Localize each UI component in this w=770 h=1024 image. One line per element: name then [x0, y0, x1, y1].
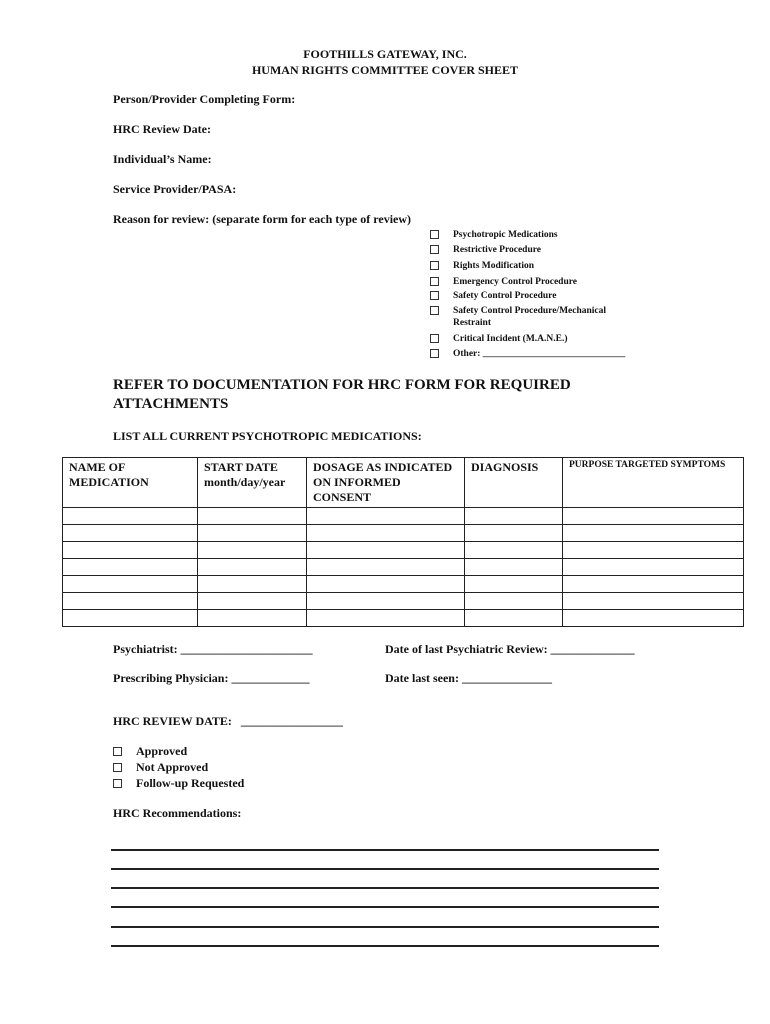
col-name-of-medication: NAME OF MEDICATION [63, 458, 198, 508]
table-cell[interactable] [465, 576, 563, 593]
table-header-row [63, 458, 744, 508]
checkbox-icon[interactable] [430, 245, 439, 254]
table-row [63, 542, 744, 559]
table-cell[interactable] [63, 559, 198, 576]
table-cell[interactable] [198, 559, 307, 576]
table-cell[interactable] [307, 559, 465, 576]
checkbox-icon[interactable] [430, 291, 439, 300]
hrc-review-date-field[interactable]: HRC REVIEW DATE: _________________ [113, 714, 343, 728]
recommendation-line[interactable] [111, 868, 659, 870]
recommendation-line[interactable] [111, 945, 659, 947]
reason-for-review-label: Reason for review: (separate form for each type of review) [113, 212, 412, 226]
checkbox-icon[interactable] [113, 747, 122, 756]
table-cell[interactable] [563, 576, 744, 593]
table-row [63, 576, 744, 593]
table-cell[interactable] [465, 542, 563, 559]
table-cell[interactable] [198, 576, 307, 593]
table-cell[interactable] [63, 593, 198, 610]
prescribing-physician-field[interactable]: Prescribing Physician: _____________ [113, 671, 310, 685]
recommendation-line[interactable] [111, 926, 659, 928]
table-cell[interactable] [465, 508, 563, 525]
checkbox-icon[interactable] [430, 230, 439, 239]
table-cell[interactable] [563, 542, 744, 559]
table-cell[interactable] [63, 610, 198, 627]
checkbox-icon[interactable] [430, 277, 439, 286]
table-row [63, 610, 744, 627]
table-cell[interactable] [63, 542, 198, 559]
checkbox-icon[interactable] [113, 763, 122, 772]
medications-table [62, 457, 744, 627]
person-provider-label: Person/Provider Completing Form: [113, 92, 296, 106]
table-cell[interactable] [307, 576, 465, 593]
recommendation-line[interactable] [111, 849, 659, 851]
checkbox-icon[interactable] [430, 261, 439, 270]
recommendation-line[interactable] [111, 906, 659, 908]
table-cell[interactable] [307, 508, 465, 525]
table-cell[interactable] [465, 610, 563, 627]
table-row [63, 508, 744, 525]
table-cell[interactable] [63, 525, 198, 542]
table-row [63, 559, 744, 576]
table-cell[interactable] [465, 525, 563, 542]
table-cell[interactable] [563, 525, 744, 542]
table-row [63, 593, 744, 610]
checkbox-icon[interactable] [430, 334, 439, 343]
individual-name-label: Individual’s Name: [113, 152, 212, 166]
col-diagnosis: DIAGNOSIS [465, 458, 563, 508]
psychiatrist-field[interactable]: Psychiatrist: ______________________ [113, 642, 313, 656]
col-purpose: PURPOSE TARGETED SYMPTOMS [563, 458, 744, 508]
table-cell[interactable] [307, 593, 465, 610]
table-cell[interactable] [307, 525, 465, 542]
service-provider-label: Service Provider/PASA: [113, 182, 237, 196]
table-cell[interactable] [563, 593, 744, 610]
table-row [63, 525, 744, 542]
table-cell[interactable] [198, 525, 307, 542]
table-cell[interactable] [307, 610, 465, 627]
col-start-date: START DATE month/day/year [198, 458, 307, 508]
form-title: HUMAN RIGHTS COMMITTEE COVER SHEET [251, 63, 519, 77]
refer-heading: REFER TO DOCUMENTATION FOR HRC FORM FOR REQUIRED ATTACHMENTS [113, 377, 571, 412]
table-cell[interactable] [63, 508, 198, 525]
table-cell[interactable] [563, 559, 744, 576]
col-dosage: DOSAGE AS INDICATED ON INFORMED CONSENT [307, 458, 465, 508]
table-cell[interactable] [307, 542, 465, 559]
table-cell[interactable] [465, 593, 563, 610]
med-list-label: LIST ALL CURRENT PSYCHOTROPIC MEDICATIONS: [113, 429, 422, 443]
table-cell[interactable] [63, 576, 198, 593]
checkbox-icon[interactable] [430, 306, 439, 315]
table-cell[interactable] [198, 610, 307, 627]
checkbox-icon[interactable] [430, 349, 439, 358]
table-cell[interactable] [198, 542, 307, 559]
table-cell[interactable] [198, 508, 307, 525]
hrc-review-date-label: HRC Review Date: [113, 122, 211, 136]
table-cell[interactable] [563, 508, 744, 525]
date-last-seen-field[interactable]: Date last seen: _______________ [385, 671, 552, 685]
table-cell[interactable] [563, 610, 744, 627]
recommendation-line[interactable] [111, 887, 659, 889]
table-cell[interactable] [198, 593, 307, 610]
checkbox-icon[interactable] [113, 779, 122, 788]
hrc-recommendations-label: HRC Recommendations: [113, 806, 242, 820]
org-name: FOOTHILLS GATEWAY, INC. [303, 47, 467, 61]
table-cell[interactable] [465, 559, 563, 576]
last-psychiatric-review-field[interactable]: Date of last Psychiatric Review: ______________ [385, 642, 635, 656]
